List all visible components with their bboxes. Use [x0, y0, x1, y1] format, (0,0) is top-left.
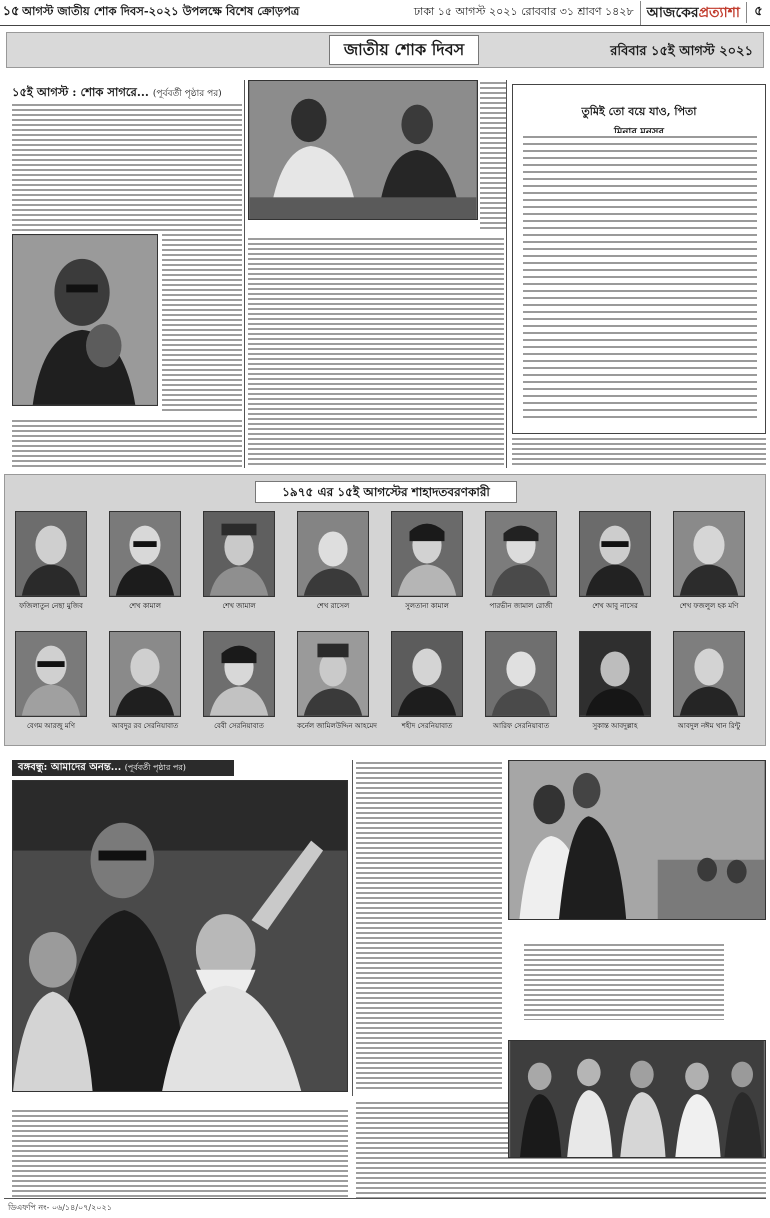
martyr-portrait-icon: [16, 632, 86, 716]
martyr-name: শহীদ সেরনিয়াবাত: [401, 722, 453, 730]
martyr-name: বেগম আরজু মণি: [26, 722, 76, 730]
martyr-portrait-icon: [486, 632, 556, 716]
martyr-photo: [579, 631, 651, 717]
martyr-tile: [673, 631, 745, 732]
martyr-photo: [485, 511, 557, 597]
martyr-portrait-icon: [580, 512, 650, 596]
ceremony-photo-art: [509, 761, 765, 919]
martyr-name: আরিফ সেরনিয়াবাত: [492, 722, 550, 730]
martyr-photo: [297, 511, 369, 597]
portrait-photo-art: [13, 235, 157, 405]
banner-title: জাতীয় শোক দিবস: [329, 35, 479, 65]
martyr-tile: [673, 511, 745, 612]
martyr-tile: [109, 511, 181, 612]
martyr-name: শেখ রাসেল: [316, 602, 350, 610]
martyr-tile: [203, 631, 275, 732]
article-one-heading: [12, 84, 242, 103]
column-rule: [244, 80, 245, 468]
meeting-photo: [248, 80, 478, 220]
martyr-name: শেখ কামাল: [129, 602, 161, 610]
martyr-photo: [673, 511, 745, 597]
article-two-text-block: [356, 760, 502, 1092]
family-photo: [508, 1040, 766, 1158]
martyr-photo: [579, 511, 651, 597]
martyr-portrait-icon: [298, 632, 368, 716]
section-banner: [6, 32, 764, 68]
martyr-portrait-icon: [110, 512, 180, 596]
logo-prefix: আজকের: [646, 4, 699, 21]
martyr-name: পারভীন জামাল রোজী: [489, 602, 553, 610]
martyr-photo: [203, 631, 275, 717]
martyr-tile: [15, 511, 87, 612]
martyr-photo: [297, 631, 369, 717]
martyr-portrait-icon: [580, 632, 650, 716]
dfp-footer: ডিএফপি নং- ০৬/১৪/০৭/২০২১: [8, 1203, 112, 1212]
article-one-title: ১৫ই আগস্ট : শোক সাগরে...: [12, 85, 149, 99]
article-one-text-block: [12, 418, 242, 468]
martyr-tile: [485, 511, 557, 612]
martyr-portrait-icon: [392, 632, 462, 716]
column-rule: [352, 760, 353, 1096]
martyr-portrait-icon: [204, 512, 274, 596]
martyr-name: আবদুল নঈম খান রিন্টু: [677, 722, 741, 730]
main-feature-photo: [12, 780, 348, 1092]
article-two-continued: (পূর্ববর্তী পৃষ্ঠার পর): [124, 763, 186, 772]
martyr-portrait-icon: [674, 632, 744, 716]
martyr-name: শেখ ফজলুল হক মণি: [679, 602, 739, 610]
martyr-tile: [109, 631, 181, 732]
meeting-photo-art: [249, 81, 477, 219]
martyr-tile: [391, 631, 463, 732]
martyr-portrait-icon: [486, 512, 556, 596]
poem-body: [523, 133, 757, 423]
article-one-continued: (পূর্ববর্তী পৃষ্ঠার পর): [152, 89, 222, 99]
martyr-tile: [579, 511, 651, 612]
martyr-photo: [391, 631, 463, 717]
martyr-tile: [297, 631, 377, 732]
martyr-tile: [391, 511, 463, 612]
martyr-name: ফজিলাতুন নেছা মুজিব: [19, 602, 83, 610]
martyr-portrait-icon: [110, 632, 180, 716]
martyr-tile: [579, 631, 651, 732]
martyr-name: বেবী সেরনিয়াবাত: [214, 722, 264, 730]
martyr-photo: [673, 631, 745, 717]
martyr-tile: [297, 511, 369, 612]
martyr-name: আবদুর রব সেরনিয়াবাত: [111, 722, 179, 730]
martyr-name: শেখ জামাল: [222, 602, 256, 610]
martyr-name: কর্নেল জামিলউদ্দিন আহমেদ: [297, 722, 377, 730]
martyrs-panel: [4, 474, 766, 746]
article-one-text-block: [480, 80, 506, 230]
martyr-photo: [203, 511, 275, 597]
poem-footer-text: [512, 436, 766, 468]
martyr-tile: [15, 631, 87, 732]
main-feature-photo-art: [13, 781, 347, 1091]
martyr-portrait-icon: [16, 512, 86, 596]
family-photo-art: [509, 1041, 765, 1157]
martyr-photo: [15, 511, 87, 597]
page-number-right: ৫: [746, 2, 770, 23]
page-number-left: ১৫: [2, 4, 20, 19]
poem-box: [512, 84, 766, 434]
ceremony-photo: [508, 760, 766, 920]
logo-accent: প্রত্যাশা: [698, 4, 740, 21]
poem-title: তুমিই তো বয়ে যাও, পিতা: [581, 105, 697, 118]
martyr-name: সুকান্ত আবদুল্লাহ: [592, 722, 638, 730]
martyr-photo: [109, 511, 181, 597]
header-date: ঢাকা ১৫ আগস্ট ২০২১ রোববার ৩১ শ্রাবণ ১৪২৮: [413, 5, 634, 18]
martyr-portrait-icon: [392, 512, 462, 596]
article-two-text-block: [12, 1108, 348, 1198]
martyr-tile: [485, 631, 557, 732]
martyrs-title: ১৯৭৫ এর ১৫ই আগস্টের শাহাদতবরণকারী: [255, 481, 517, 503]
article-one-text-block: [12, 102, 242, 232]
portrait-photo: [12, 234, 158, 406]
martyr-photo: [109, 631, 181, 717]
martyr-photo: [391, 511, 463, 597]
poem-excerpt-block: [524, 942, 724, 1020]
article-one-text-block: [248, 236, 504, 468]
martyr-tile: [203, 511, 275, 612]
martyr-name: সুলতানা কামাল: [405, 602, 449, 610]
martyr-photo: [15, 631, 87, 717]
martyr-photo: [485, 631, 557, 717]
article-two-title: বঙ্গবন্ধু: আমাদের অনন্ত...: [18, 762, 122, 773]
article-one-text-block: [162, 232, 242, 412]
martyr-portrait-icon: [204, 632, 274, 716]
banner-date: রবিবার ১৫ই আগস্ট ২০২১: [610, 44, 753, 59]
supplement-title-line: আগস্ট জাতীয় শোক দিবস-২০২১ উপলক্ষে বিশেষ ক্রোড়পত্র: [22, 4, 300, 18]
martyr-portrait-icon: [298, 512, 368, 596]
footer-rule: [4, 1198, 766, 1199]
martyr-portrait-icon: [674, 512, 744, 596]
column-rule: [506, 80, 507, 468]
article-two-heading: [12, 760, 234, 776]
page-header: [0, 0, 770, 26]
martyr-name: শেখ আবু নাসের: [592, 602, 638, 610]
newspaper-logo: [640, 1, 746, 25]
